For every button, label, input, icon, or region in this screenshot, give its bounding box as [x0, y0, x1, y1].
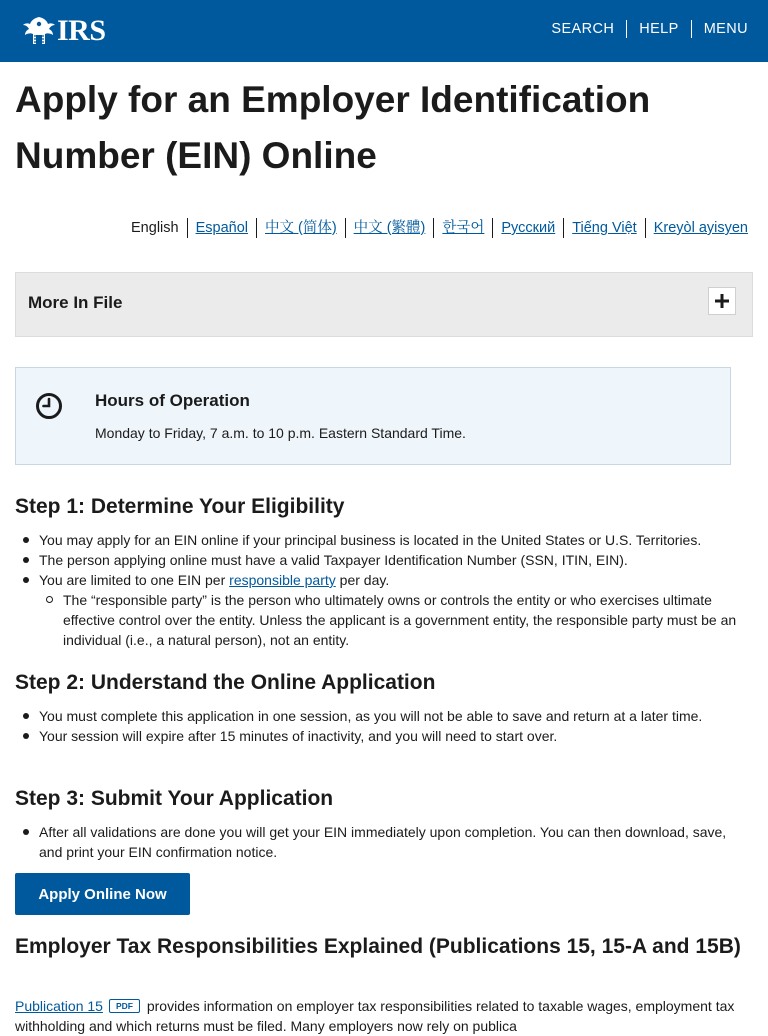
- list-item: Your session will expire after 15 minutes of inactivity, and you will need to start over.: [15, 726, 750, 746]
- header-nav: [539, 20, 748, 38]
- hours-text: Monday to Friday, 7 a.m. to 10 p.m. Eastern Standard Time.: [95, 425, 466, 441]
- publications-text: provides information on employer tax responsibilities related to taxable wages, employment tax withholding and which returns must be filed. Many employers now rely on publica: [15, 998, 735, 1034]
- nav-search-link[interactable]: SEARCH: [551, 21, 615, 37]
- list-item: You may apply for an EIN online if your principal business is located in the United States or U.S. Territories.: [15, 530, 750, 550]
- accordion-title: More In File: [28, 293, 123, 312]
- step1-heading: Step 1: Determine Your Eligibility: [15, 495, 345, 518]
- apply-online-now-button[interactable]: Apply Online Now: [15, 873, 190, 915]
- nav-menu-link[interactable]: MENU: [691, 20, 748, 38]
- lang-link-chinese-simplified[interactable]: 中文 (简体): [256, 218, 345, 238]
- page-title: Apply for an Employer Identification Number (EIN) Online: [15, 79, 651, 176]
- site-header: [0, 0, 768, 62]
- lang-link-korean[interactable]: 한국어: [433, 218, 492, 238]
- list-item: After all validations are done you will get your EIN immediately upon completion. You can then download, save, and print your EIN confirmation notice.: [15, 822, 750, 862]
- lang-english-current: English: [131, 220, 179, 236]
- step3-list: [15, 822, 750, 862]
- expand-button[interactable]: [708, 287, 736, 315]
- step1-list: [15, 530, 750, 650]
- step3-heading: Step 3: Submit Your Application: [15, 787, 334, 810]
- lang-link-vietnamese[interactable]: Tiếng Việt: [563, 218, 645, 238]
- language-selector: [123, 218, 748, 238]
- hours-of-operation-box: [15, 367, 731, 465]
- nav-help-link[interactable]: HELP: [626, 20, 690, 38]
- eagle-logo-icon: [22, 15, 56, 47]
- step1-sublist: [39, 590, 750, 650]
- list-item: The person applying online must have a valid Taxpayer Identification Number (SSN, ITIN, EIN).: [15, 550, 750, 570]
- step2-list: [15, 706, 750, 746]
- list-item-text: You are limited to one EIN per: [39, 572, 230, 588]
- pdf-badge-icon: PDF: [109, 999, 140, 1013]
- publication-15-link[interactable]: Publication 15: [15, 998, 103, 1014]
- lang-link-russian[interactable]: Русский: [492, 218, 563, 238]
- sub-list-item: The “responsible party” is the person who ultimately owns or controls the entity or who exercises ultimate effective control over the entity. Unless the applicant is a government entity, the responsible party must be an individual (i.e., a natural person), not an entity.: [39, 590, 750, 650]
- publications-heading: Employer Tax Responsibilities Explained (Publications 15, 15-A and 15B): [15, 935, 741, 958]
- hours-title: Hours of Operation: [95, 391, 250, 410]
- publications-paragraph: [15, 996, 750, 1036]
- irs-logo[interactable]: [22, 14, 106, 48]
- logo-text: IRS: [57, 14, 106, 47]
- list-item: [15, 570, 750, 650]
- plus-icon: [715, 294, 729, 308]
- lang-link-espanol[interactable]: Español: [187, 218, 256, 238]
- step2-heading: Step 2: Understand the Online Application: [15, 671, 436, 694]
- list-item-text: per day.: [335, 572, 390, 588]
- responsible-party-link[interactable]: responsible party: [229, 572, 336, 588]
- clock-icon: [35, 392, 63, 420]
- lang-link-haitian-creole[interactable]: Kreyòl ayisyen: [645, 218, 748, 238]
- lang-link-chinese-traditional[interactable]: 中文 (繁體): [345, 218, 434, 238]
- list-item: You must complete this application in one session, as you will not be able to save and return at a later time.: [15, 706, 750, 726]
- more-in-file-accordion[interactable]: [15, 272, 753, 337]
